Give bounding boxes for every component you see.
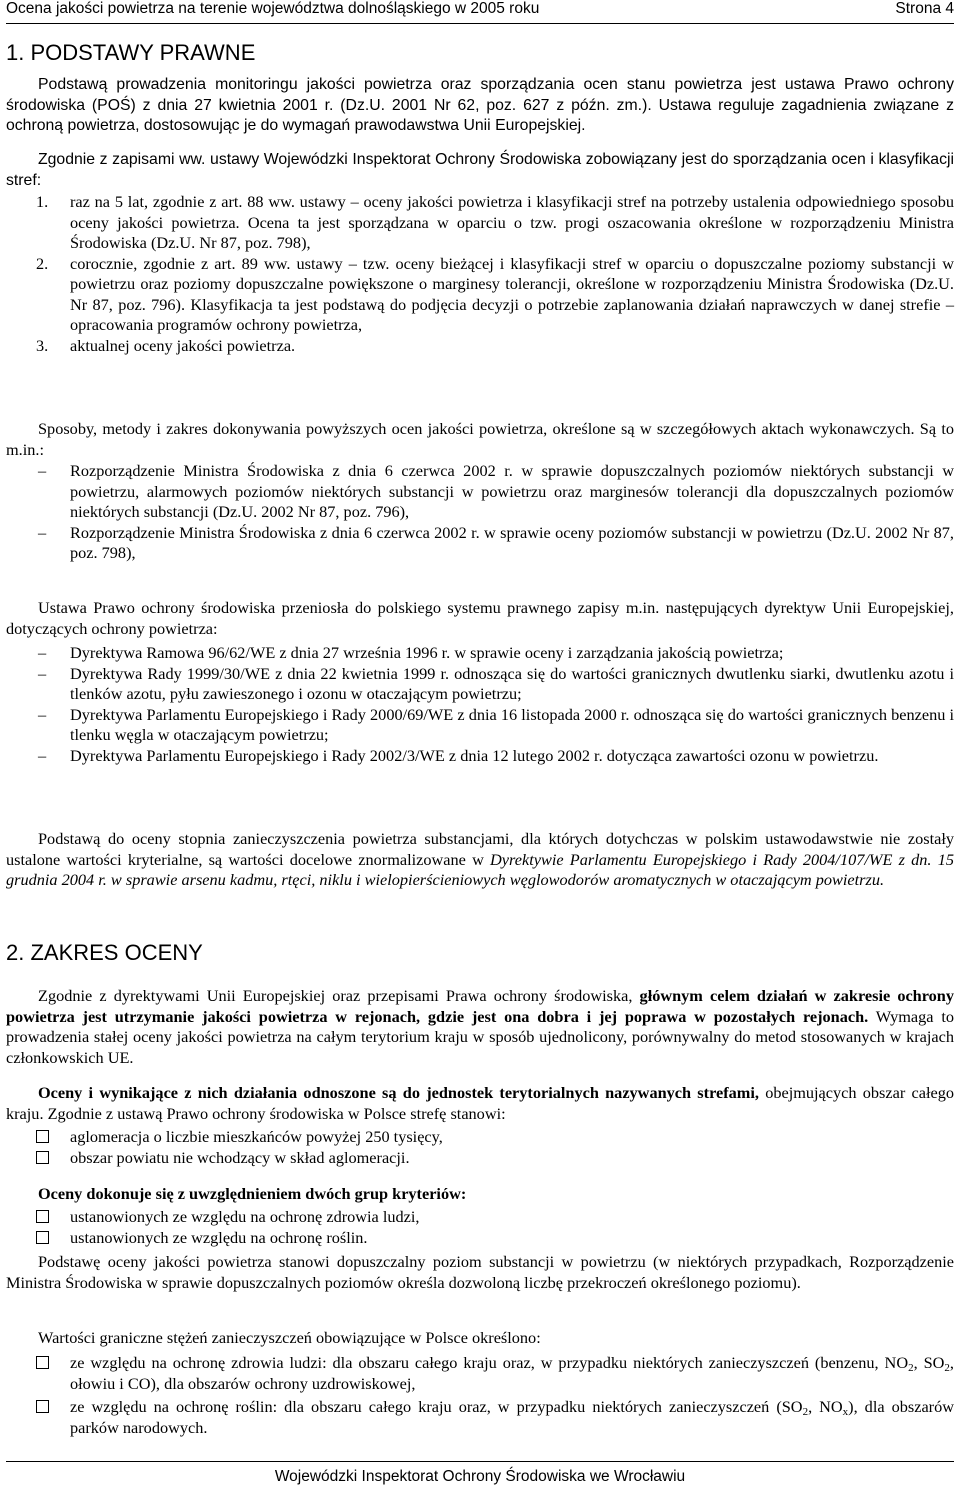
dash-marker: – <box>38 745 47 765</box>
list-text: ustanowionych ze względu na ochronę zdrowia ludzi, <box>70 1207 420 1226</box>
list-text: ze względu na ochronę zdrowia ludzi: dla obszaru całego kraju oraz, w przypadku niektórych zanieczyszczeń (benzenu, NO <box>70 1353 909 1372</box>
list-text: corocznie, zgodnie z art. 89 ww. ustawy – tzw. oceny bieżącej i klasyfikacji stref w oparciu o dopuszczalne poziomy substancji w powietrzu oraz poziomy dopuszczalne powiększone o marginesy tolerancji, określone w rozporządzeniu Ministra Środowiska (Dz.U. Nr 87, poz. 796). Klasyfikacja ta jest podstawą do podjęcia decyzji o potrzebie zaplanowania działań naprawczych w danej strefie – opracowania programów ochrony powietrza, <box>70 253 954 334</box>
footer-divider <box>6 1461 954 1462</box>
subscript: 2 <box>908 1362 914 1374</box>
list-text: Dyrektywa Rady 1999/30/WE z dnia 22 kwietnia 1999 r. odnosząca się do wartości granicznych dwutlenku siarki, dwutlenku azotu i tlenków azotu, pyłu zawieszonego i ozonu w otaczającym powietrzu; <box>70 663 954 703</box>
paragraph-5-text: Wartości graniczne stężeń zanieczyszczeń obowiązujące w Polsce określono: <box>38 1328 541 1347</box>
page-footer: Wojewódzki Inspektorat Ochrony Środowiska we Wrocławiu <box>274 1468 686 1485</box>
list-text: Rozporządzenie Ministra Środowiska z dnia 6 czerwca 2002 r. w sprawie dopuszczalnych poziomów niektórych substancji w powietrzu, alarmowych poziomów niektórych substancji w powietrzu oraz marginesów tolerancji dla dopuszczalnych poziomów niektórych substancji (Dz.U. 2002 Nr 87, poz. 796), <box>70 461 954 521</box>
list-text: Dyrektywa Ramowa 96/62/WE z dnia 27 września 1996 r. w sprawie oceny i zarządzania jakością powietrza; <box>70 643 784 662</box>
subscript: x <box>842 1406 849 1418</box>
list-item <box>6 1353 954 1394</box>
paragraph-4-text: Podstawę oceny jakości powietrza stanowi dopuszczalny poziom substancji w powietrzu (w niektórych przypadkach, Rozporządzenie Ministra Środowiska w sprawie dopuszczalnych poziomów określa dozwoloną liczbę przekroczeń określonego poziomu). <box>6 1252 954 1292</box>
paragraph-2-text: Zgodnie z zapisami ww. ustawy Wojewódzki Inspektorat Ochrony Środowiska zobowiązany jest do sporządzania ocen i klasyfikacji stref: <box>6 151 954 189</box>
list-number: 3. <box>36 335 49 355</box>
zones-list <box>6 1127 954 1168</box>
list-text: , ołowiu i CO), dla obszarów ochrony uzdrowiskowej, <box>70 1353 954 1393</box>
classification-list <box>6 192 954 356</box>
list-item <box>6 1228 954 1249</box>
list-item <box>6 254 954 336</box>
list-text: raz na 5 lat, zgodnie z art. 88 ww. ustawy – oceny jakości powietrza i klasyfikacji stref na potrzeby ustalenia odpowiedniego sposobu oceny jakości powietrza. Ocena ta jest sporządzana w oparciu o tzw. progi oszacowania określone w rozporządzeniu Ministra Środowiska (Dz.U. Nr 87, poz. 798), <box>70 192 954 252</box>
list-item <box>6 336 954 357</box>
section-1-paragraph-1 <box>6 75 954 137</box>
paragraph-2-bold: Oceny i wynikające z nich działania odnoszone są do jednostek terytorialnych nazywanych strefami, <box>38 1083 759 1102</box>
list-text: ), dla obszarów parków narodowych. <box>70 1397 954 1437</box>
list-number: 2. <box>36 253 49 273</box>
list-item <box>6 461 954 523</box>
acts-list <box>6 461 954 564</box>
list-text: obszar powiatu nie wchodzący w skład aglomeracji. <box>70 1147 410 1167</box>
paragraph-3-text: Sposoby, metody i zakres dokonywania powyższych ocen jakości powietrza, określone są w szczegółowych aktach wykonawczych. Są to m.in.: <box>6 419 954 459</box>
header-divider <box>6 23 954 24</box>
list-item <box>6 523 954 564</box>
directives-list <box>6 643 954 766</box>
list-text: Dyrektywa Parlamentu Europejskiego i Rady 2000/69/WE z dnia 16 listopada 2000 r. odnosząca się do wartości granicznych benzenu i tlenku węgla w otaczającym powietrzu; <box>70 704 954 744</box>
paragraph-5-part-a: Podstawą do oceny stopnia zanieczyszczenia powietrza substancjami, dla których dotychczas w polskim ustawodawstwie nie zostały ustalone wartości kryterialne, są wartości docelowe znormalizowane w <box>6 829 954 869</box>
dash-marker: – <box>38 643 47 662</box>
section-1-paragraph-4 <box>6 598 954 639</box>
subscript: 2 <box>944 1362 950 1374</box>
section-1-paragraph-5 <box>6 829 954 891</box>
limits-list <box>6 1353 954 1438</box>
list-item <box>6 643 954 664</box>
list-text: , NO <box>808 1397 843 1416</box>
section-2-paragraph-2 <box>6 1083 954 1124</box>
paragraph-1-part-c: Wymaga to prowadzenia stałej oceny jakości powietrza na całym terytorium kraju w sposób ujednolicony, porównywalny do metod stosowanych w krajach członkowskich UE. <box>6 1006 954 1067</box>
checkbox-bullet-icon <box>36 1207 49 1228</box>
checkbox-bullet-icon <box>36 1127 49 1148</box>
checkbox-bullet-icon <box>36 1397 49 1418</box>
paragraph-1-part-a: Zgodnie z dyrektywami Unii Europejskiej oraz przepisami Prawa ochrony środowiska, <box>38 986 640 1005</box>
paragraph-5-italic: Dyrektywie Parlamentu Europejskiego i Rady 2004/107/WE z dn. 15 grudnia 2004 r. w sprawie arsenu kadmu, rtęci, niklu i wielopierścieniowych węglowodorów aromatycznych w otaczającym powietrzu. <box>6 849 954 889</box>
criteria-list <box>6 1207 954 1248</box>
list-text: ze względu na ochronę roślin: dla obszaru całego kraju oraz, w przypadku niektórych zanieczyszczeń (SO <box>70 1397 803 1416</box>
dash-marker: – <box>38 461 47 480</box>
checkbox-bullet-icon <box>36 1148 49 1169</box>
dash-marker: – <box>38 663 47 683</box>
section-2-heading: 2. ZAKRES OCENY <box>6 940 203 965</box>
section-2-paragraph-4 <box>6 1252 954 1293</box>
list-number: 1. <box>36 192 49 211</box>
list-item <box>6 705 954 746</box>
list-text: Rozporządzenie Ministra Środowiska z dnia 6 czerwca 2002 r. w sprawie oceny poziomów substancji w powietrzu (Dz.U. 2002 Nr 87, poz. 798), <box>70 522 954 562</box>
document-title: Ocena jakości powietrza na terenie województwa dolnośląskiego w 2005 roku <box>6 0 540 17</box>
page-number: Strona 4 <box>895 0 954 17</box>
list-item <box>6 1148 954 1169</box>
section-2-paragraph-5 <box>6 1328 954 1349</box>
paragraph-3-bold: Oceny dokonuje się z uwzględnieniem dwóch grup kryteriów: <box>38 1184 467 1203</box>
paragraph-1-part-a: Podstawą prowadzenia monitoringu jakości powietrza oraz sporządzania ocen stanu powietrza jest ustawa Prawo ochrony środowiska (POŚ) z dnia 27 kwietnia 2001 r. (Dz.U. 2001 Nr 62, poz. 627 z późn. zm.). <box>6 76 954 114</box>
checkbox-bullet-icon <box>36 1228 49 1249</box>
section-1-paragraph-3 <box>6 419 954 460</box>
paragraph-1-bold: głównym celem działań w zakresie ochrony powietrza jest utrzymanie jakości powietrza w rejonach, gdzie jest ona dobra i jej poprawa w pozostałych rejonach. <box>6 986 955 1026</box>
paragraph-1-part-b: Ustawa reguluje zagadnienia związane z ochroną powietrza, dostosowując je do wymagań prawodawstwa Unii Europejskiej. <box>6 96 954 134</box>
page-header <box>6 0 954 22</box>
section-2-paragraph-3 <box>6 1184 954 1205</box>
dash-marker: – <box>38 522 47 542</box>
checkbox-bullet-icon <box>36 1353 49 1374</box>
list-item <box>6 192 954 254</box>
section-1-heading: 1. PODSTAWY PRAWNE <box>6 40 256 65</box>
list-item <box>6 1207 954 1228</box>
list-text: aglomeracja o liczbie mieszkańców powyżej 250 tysięcy, <box>70 1127 443 1146</box>
list-item <box>6 1397 954 1438</box>
list-text: , SO <box>913 1353 945 1372</box>
list-item <box>6 746 954 767</box>
paragraph-4-text: Ustawa Prawo ochrony środowiska przeniosła do polskiego systemu prawnego zapisy m.in. następujących dyrektyw Unii Europejskiej, dotyczących ochrony powietrza: <box>6 598 954 638</box>
dash-marker: – <box>38 704 47 724</box>
list-text: Dyrektywa Parlamentu Europejskiego i Rady 2002/3/WE z dnia 12 lutego 2002 r. dotycząca zawartości ozonu w powietrzu. <box>70 745 879 765</box>
section-1-paragraph-2 <box>6 150 954 191</box>
list-text: ustanowionych ze względu na ochronę roślin. <box>70 1227 368 1247</box>
list-text: aktualnej oceny jakości powietrza. <box>70 335 296 355</box>
subscript: 2 <box>802 1406 809 1418</box>
paragraph-2-part-b: obejmujących obszar całego kraju. Zgodnie z ustawą Prawo ochrony środowiska w Polsce strefę stanowi: <box>6 1083 954 1123</box>
list-item <box>6 664 954 705</box>
section-2-paragraph-1 <box>6 986 954 1068</box>
list-item <box>6 1127 954 1148</box>
